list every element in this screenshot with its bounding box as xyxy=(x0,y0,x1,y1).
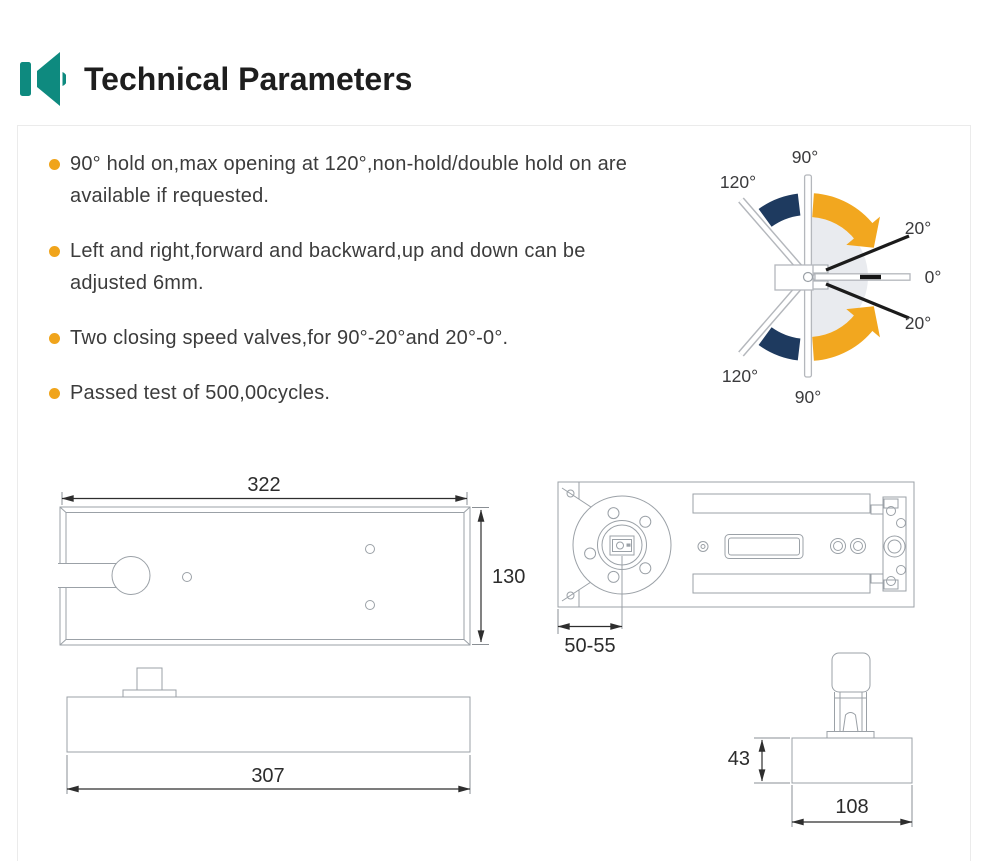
feature-item xyxy=(49,235,664,299)
angle-label-0-right: 0° xyxy=(924,267,942,287)
dim-label-43: 43 xyxy=(727,748,750,770)
bullet-icon xyxy=(49,246,60,257)
bullet-icon xyxy=(49,388,60,399)
drawing-side-view xyxy=(67,668,470,794)
page-title: Technical Parameters xyxy=(84,60,413,97)
drawing-mechanism xyxy=(558,482,914,657)
feature-list xyxy=(49,148,664,432)
angle-label-20-lower-right: 20° xyxy=(904,313,932,333)
bullet-icon xyxy=(49,333,60,344)
door-leaf-marker xyxy=(860,275,881,279)
dim-label-322: 322 xyxy=(247,474,281,496)
dim-label-307: 307 xyxy=(251,765,285,787)
dim-label-50-55: 50-55 xyxy=(564,635,616,657)
drawing-end-view xyxy=(728,653,912,827)
feature-text: Left and right,forward and backward,up and down can be adjusted 6mm. xyxy=(70,240,586,294)
section-header xyxy=(20,50,412,108)
bullet-icon xyxy=(49,159,60,170)
feature-item xyxy=(49,148,664,212)
speaker-icon xyxy=(20,50,66,108)
feature-text: Two closing speed valves,for 90°-20°and 20°-0°. xyxy=(70,327,509,349)
door-angle-diagram xyxy=(690,133,980,415)
angle-label-120-bottom-left: 120° xyxy=(721,366,759,386)
dim-label-130: 130 xyxy=(492,566,526,588)
technical-drawings xyxy=(0,460,990,861)
drawing-top-plate xyxy=(57,474,526,645)
feature-text: Passed test of 500,00cycles. xyxy=(70,382,331,404)
angle-label-90-bottom: 90° xyxy=(794,387,822,407)
angle-label-20-upper-right: 20° xyxy=(904,218,932,238)
angle-label-120-top-left: 120° xyxy=(719,172,757,192)
feature-item xyxy=(49,377,664,409)
angle-label-90-top: 90° xyxy=(791,147,819,167)
pivot-point xyxy=(804,273,813,282)
feature-text: 90° hold on,max opening at 120°,non-hold/double hold on are available if requested. xyxy=(70,153,628,207)
dim-label-108: 108 xyxy=(835,796,869,818)
feature-item xyxy=(49,322,664,354)
